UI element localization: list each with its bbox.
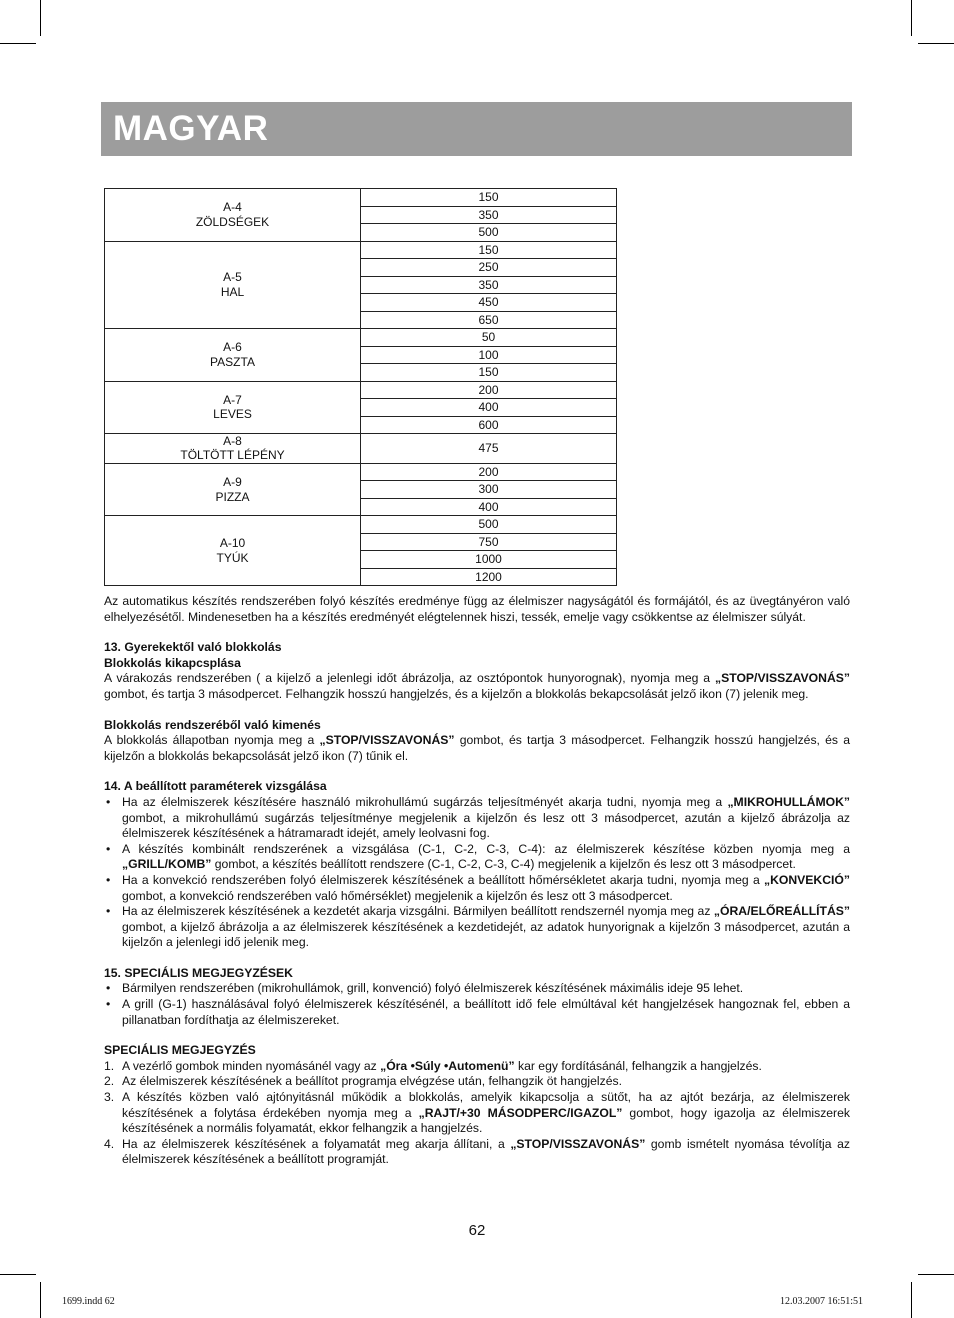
special-notes-title: SPECIÁLIS MEGJEGYZÉS [104,1043,256,1058]
text-run: Az élelmiszerek készítésének a beállítot programja elvégzése után, felhangzik öt hangjelzés. [122,1074,622,1089]
program-name: HAL [220,284,245,299]
program-code: A-5 [223,270,242,285]
program-code: A-6 [223,340,242,355]
list-item: • A grill (G-1) használásával folyó élelmiszerek készítésénél, a beállított idő fele elmúltával két hangjelzések hangoznak fel, ebben a pillanatban fordíthatja az élelmiszereket. [104,997,850,1028]
list-item [104,904,850,951]
program-code: A-7 [223,392,242,407]
program-name: PASZTA [210,354,255,369]
section-13-paragraph-1 [104,671,850,702]
special-notes-list [104,1059,850,1168]
main-content [104,594,850,1168]
section-13-subtitle-1: Blokkolás kikapcsplása [104,655,241,670]
text-run: A várakozás rendszerében ( a kijelző a jelenlegi időt ábrázolja, az osztópontok hunyorognak), nyomja meg a [104,671,715,686]
weight-cell: 150 [361,189,617,207]
weight-cell: 1000 [361,551,617,569]
intro-paragraph: Az automatikus készítés rendszerében folyó készítés eredménye függ az élelmiszer nagyságától és formájától, és az üvegtányéron való elhelyezésétől. Mindenesetben ha a készítés eredményét elégtelennek hiszi, tessék, emelje vagy csökkentse az élelmiszer súlyát. [104,594,850,624]
program-cell [105,463,361,516]
program-cell [105,434,361,464]
program-cell [105,241,361,329]
crop-mark [918,43,954,44]
list-item [104,842,850,873]
weight-cell: 150 [361,364,617,382]
program-cell [105,381,361,434]
program-cell [105,189,361,242]
text-run: gombot, a készítés beállított rendszere (C-1, C-2, C-3, C-4) megjelenik a kijelzőn és lesz ott 3 másodpercet. [211,857,796,872]
item-number: 2. [104,1074,115,1089]
footer-file-info: 1699.indd 62 [62,1296,115,1307]
weight-cell: 500 [361,224,617,242]
table-row [105,329,617,347]
section-15-title: 15. SPECIÁLIS MEGJEGYZÉSEK [104,965,293,980]
text-run: gombot, a konvekció rendszerében való hőmérséklet) megjelenik a kijelzőn és lesz ott 3 másodpercet. [122,888,673,903]
text-run: Ha az élelmiszerek készítésére használó mikrohullámú sugárzás teljesítményét akarja tudni, nyomja meg a [122,794,728,809]
item-number: 4. [104,1136,115,1151]
text-run: gombot, és tartja 3 másodpercet. Felhangzik hosszú hangjelzés, és a kijelzőn a blokkolás bekapcsolását jelző ikon (7) tűnik el. [104,733,850,763]
table-row [105,463,617,481]
button-name: „KONVEKCIÓ” [764,872,850,887]
section-14-list [104,795,850,951]
list-item: • Bármilyen rendszerében (mikrohullámok, grill, konvenció) folyó élelmiszerek készítésének máximális ideje 95 lehet. [104,981,850,997]
crop-mark [0,43,36,44]
program-name: PIZZA [215,489,250,504]
program-code: A-4 [223,200,242,215]
table-row [105,189,617,207]
weight-cell: 400 [361,399,617,417]
list-item [104,795,850,842]
text-run: gomb ismételt nyomása tévolítja az élelmiszerek készítésének a beállított programját. [122,1136,850,1167]
auto-menu-table [104,188,617,586]
button-name: „ÓRA/ELŐREÁLLÍTÁS” [713,904,850,919]
text-run: Ha az élelmiszerek készítésének a kezdetét akarja vizsgálni. Bármilyen beállított rendszernél nyomja meg az [122,904,714,919]
language-title: MAGYAR [113,109,269,148]
weight-cell: 200 [361,463,617,481]
weight-cell: 200 [361,381,617,399]
text-run: A készítés kombinált rendszerének a vizsgálása (C-1, C-2, C-3, C-4): az élelmiszerek készítése közben nyomja meg a [122,841,850,856]
text-run: gombot, hogy igazolja az élelmiszerek készítésének a normális folyamatát, ekkor felhangzik a hangjelzés. [122,1105,850,1136]
crop-mark [0,1274,36,1275]
table-row [105,434,617,464]
weight-cell: 300 [361,481,617,499]
weight-cell: 650 [361,311,617,329]
language-header-bar [101,102,852,156]
list-item [104,873,850,904]
text-run: gombot, a kijelző ábrázolja a az élelmiszerek készítésének a kezdetidejét, az adatok hunyorignak a kijelzőn 3 másodpercet, azután a kijelzőn a jelenlegi idő jelenik meg. [122,919,850,950]
button-name: „RAJT/+30 MÁSODPERC/IGAZOL” [418,1105,623,1120]
program-cell [105,329,361,382]
section-15-list [104,981,850,1028]
auto-menu-table-body [105,189,617,586]
crop-mark [40,0,41,36]
button-name: „STOP/VISSZAVONÁS” [715,671,850,686]
crop-mark [911,0,912,36]
list-item [104,1137,850,1168]
weight-cell: 450 [361,294,617,312]
program-name: TYÚK [216,550,249,565]
table-row [105,516,617,534]
program-name: ZÖLDSÉGEK [195,214,270,229]
weight-cell: 600 [361,416,617,434]
weight-cell: 750 [361,533,617,551]
weight-cell: 150 [361,241,617,259]
list-item [104,1074,850,1090]
button-name: „MIKROHULLÁMOK” [727,794,850,809]
weight-cell: 100 [361,346,617,364]
program-code: A-8 [223,434,242,448]
weight-cell: 475 [361,434,617,464]
program-code: A-9 [223,475,242,490]
weight-cell: 350 [361,206,617,224]
table-row [105,381,617,399]
weight-cell: 1200 [361,568,617,586]
list-item [104,1059,850,1075]
program-name: LEVES [213,407,252,422]
button-name: „GRILL/KOMB” [122,857,212,872]
button-name: „STOP/VISSZAVONÁS” [510,1136,646,1151]
crop-mark [40,1282,41,1318]
text-run: kar egy fordításánál, felhangzik a hangjelzés. [514,1058,762,1073]
section-13-title: 13. Gyerekektől való blokkolás [104,640,282,655]
weight-cell: 250 [361,259,617,277]
text-run: Ha az élelmiszerek készítésének a folyamatát meg akarja állítani, a [122,1136,511,1151]
item-number: 1. [104,1058,115,1073]
page-number: 62 [468,1222,486,1239]
footer-timestamp: 12.03.2007 16:51:51 [780,1296,864,1307]
button-name: „Óra •Súly •Automenü” [380,1058,515,1073]
text-run: gombot, a mikrohullámú sugárzás teljesítménye megjelenik a kijelzőn és lesz ott 3 másodpercet, azután a kijelző ábrázolja az élelmiszerek készítésének a hátramaradt idejét, amely leolvasni fog. [122,810,850,841]
crop-mark [911,1282,912,1318]
text-run: Ha a konvekció rendszerében folyó élelmiszerek készítésének a beállított hőmérsékletet akarja tudni, nyomja meg a [122,872,764,887]
weight-cell: 350 [361,276,617,294]
button-name: „STOP/VISSZAVONÁS” [319,733,455,748]
weight-cell: 400 [361,498,617,516]
list-item [104,1090,850,1137]
weight-cell: 50 [361,329,617,347]
section-13-subtitle-2: Blokkolás rendszeréből való kimenés [104,717,321,732]
text-run: gombot, és tartja 3 másodpercet. Felhangzik hosszú hangjelzés, és a kijelzőn a blokkolás bekapcsolását jelző ikon (7) jelenik meg. [104,686,809,701]
section-13-paragraph-2 [104,733,850,764]
program-code: A-10 [219,536,246,551]
text-run: A készítés közben való ajtónyitásnál működik a blokkolás, amelyik kikapcsolja a sütőt, ha az ajtót bezárja, az élelmiszerek készítésének a folytása érdekében nyomja meg a [122,1090,850,1120]
section-14-title: 14. A beállított paraméterek vizsgálása [104,779,327,794]
item-number: 3. [104,1090,115,1105]
text-run: A vezérlő gombok minden nyomásánél vagy az [122,1058,381,1073]
weight-cell: 500 [361,516,617,534]
text-run: A blokkolás állapotban nyomja meg a [104,733,320,748]
crop-mark [918,1274,954,1275]
program-cell [105,516,361,586]
program-name: TÖLTÖTT LÉPÉNY [180,448,285,463]
table-row [105,241,617,259]
